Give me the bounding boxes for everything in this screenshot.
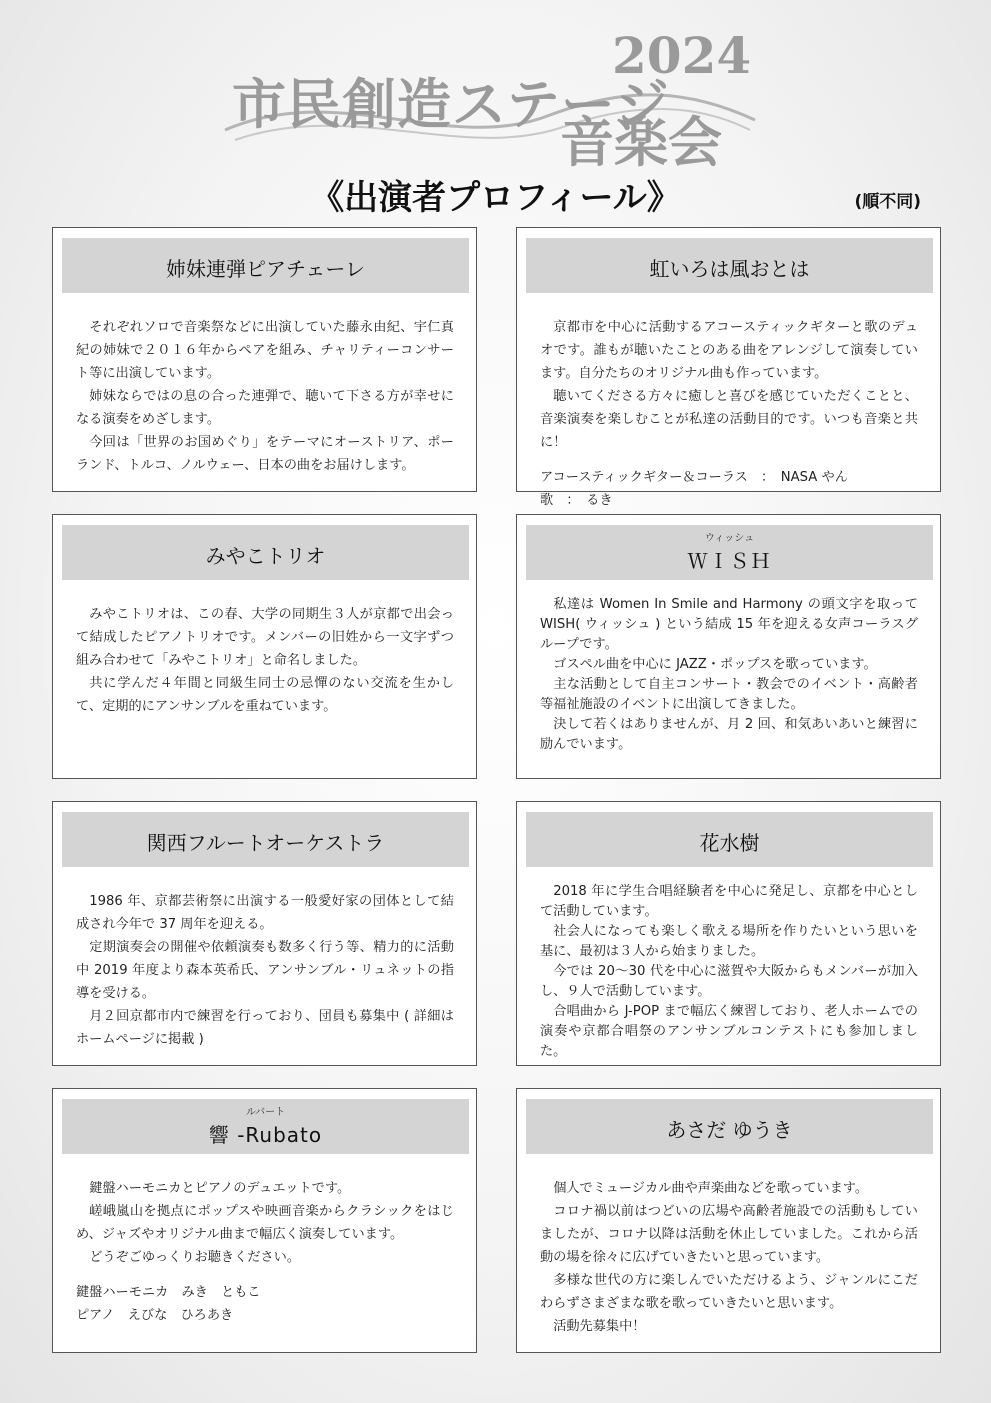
performer-name: ＷＩＳＨ bbox=[687, 549, 772, 573]
performer-name: みやこトリオ bbox=[205, 544, 326, 568]
description-paragraph: 決して若くはありませんが、月 2 回、和気あいあいと練習に励んでいます。 bbox=[540, 717, 918, 752]
performer-name: 虹いろは風おとは bbox=[649, 257, 810, 281]
performer-description bbox=[76, 890, 454, 1051]
description-paragraph: 個人でミュージカル曲や声楽曲などを歌っています。 bbox=[553, 1181, 869, 1196]
member-credit: 歌 ： るき bbox=[540, 493, 613, 508]
performer-card bbox=[52, 514, 477, 779]
performer-name-bar bbox=[526, 1099, 933, 1154]
performer-name-bar bbox=[62, 525, 469, 580]
performer-name: 響 -Rubato bbox=[208, 1123, 323, 1147]
performer-name-bar bbox=[526, 812, 933, 867]
performer-card bbox=[516, 1088, 941, 1353]
description-paragraph: 共に学んだ４年間と同級生同士の忌憚のない交流を生かして、定期的にアンサンブルを重ねています。 bbox=[76, 676, 454, 714]
performer-name-bar bbox=[62, 812, 469, 867]
description-paragraph: 私達は Women In Smile and Harmony の頭文字を取って WISH( ウィッシュ ) という結成 15 年を迎える女声コーラスグループです。 bbox=[540, 597, 918, 652]
event-year: 2024 bbox=[612, 26, 752, 85]
performer-description bbox=[540, 1177, 918, 1338]
description-paragraph: 定期演奏会の開催や依頼演奏も数多く行う等、精力的に活動中 2019 年度より森本英希氏、アンサンブル・リュネットの指導を受ける。 bbox=[76, 940, 454, 1001]
description-paragraph: 今では 20～30 代を中心に滋賀や大阪からもメンバーが加入し、９人で活動しています。 bbox=[540, 964, 918, 999]
performer-card bbox=[516, 227, 941, 508]
performer-name: あさだ ゆうき bbox=[666, 1118, 793, 1142]
performer-card bbox=[52, 227, 477, 492]
performer-description bbox=[76, 603, 454, 718]
description-paragraph: どうぞごゆっくりお聴きください。 bbox=[89, 1250, 301, 1265]
spacer bbox=[76, 1269, 454, 1281]
description-paragraph: 月２回京都市内で練習を行っており、団員も募集中 ( 詳細はホームページに掲載 ) bbox=[76, 1009, 454, 1047]
performer-name-bar bbox=[62, 1099, 469, 1154]
description-paragraph: それぞれソロで音楽祭などに出演していた藤永由紀、宇仁真紀の姉妹で２０１６年からペアを組み、チャリティーコンサート等に出演しています。 bbox=[76, 320, 454, 381]
event-subtitle: 音楽会 bbox=[560, 110, 722, 174]
description-paragraph: 1986 年、京都芸術祭に出演する一般愛好家の団体として結成され今年で 37 周年を迎える。 bbox=[76, 894, 454, 932]
performer-name-reading: ルバート bbox=[245, 1107, 286, 1118]
description-paragraph: 聴いてくださる方々に癒しと喜びを感じていただくことと、音楽演奏を楽しむことが私達の活動目的です。いつも音楽と共に！ bbox=[540, 389, 918, 450]
header bbox=[0, 0, 991, 174]
order-note: (順不同) bbox=[854, 192, 921, 212]
performer-description bbox=[76, 316, 454, 477]
description-paragraph: 2018 年に学生合唱経験者を中心に発足し、京都を中心として活動しています。 bbox=[540, 884, 918, 919]
description-paragraph: 主な活動として自主コンサート・教会でのイベント・高齢者等福祉施設のイベントに出演してきました。 bbox=[540, 677, 918, 712]
description-paragraph: 姉妹ならではの息の合った連弾で、聴いて下さる方が幸せになる演奏をめざします。 bbox=[76, 389, 454, 427]
member-credit: ピアノ えびな ひろあき bbox=[76, 1308, 234, 1323]
description-paragraph: 活動先募集中！ bbox=[553, 1319, 646, 1334]
member-credit: アコースティックギター＆コーラス ： NASA やん bbox=[540, 470, 848, 485]
performer-description bbox=[540, 595, 918, 755]
description-paragraph: 鍵盤ハーモニカとピアノのデュエットです。 bbox=[89, 1181, 351, 1196]
performer-name: 花水樹 bbox=[699, 831, 760, 855]
description-paragraph: みやこトリオは、この春、大学の同期生３人が京都で出会って結成したピアノトリオです。メンバーの旧姓から一文字ずつ組み合わせて「みやこトリオ」と命名しました。 bbox=[76, 607, 454, 668]
description-paragraph: コロナ禍以前はつどいの広場や高齢者施設での活動もしていましたが、コロナ以降は活動を休止していました。これから活動の場を徐々に広げていきたいと思っています。 bbox=[540, 1204, 918, 1265]
description-paragraph: 社会人になっても楽しく歌える場所を作りたいという思いを基に、最初は３人から始まりました。 bbox=[540, 924, 918, 959]
performer-name: 姉妹連弾ピアチェーレ bbox=[166, 257, 365, 281]
performer-name: 関西フルートオーケストラ bbox=[146, 831, 385, 855]
performer-card bbox=[516, 514, 941, 779]
performer-card bbox=[52, 1088, 477, 1353]
performer-description bbox=[540, 316, 918, 512]
performer-card bbox=[516, 801, 941, 1066]
performer-name-bar bbox=[526, 525, 933, 580]
section-title: 《出演者プロフィール》 bbox=[310, 178, 681, 218]
description-paragraph: 合唱曲から J-POP まで幅広く練習しており、老人ホームでの演奏や京都合唱祭のアンサンブルコンテストにも参加しました。 bbox=[540, 1004, 918, 1059]
member-credit: 鍵盤ハーモニカ みき ともこ bbox=[76, 1285, 261, 1300]
description-paragraph: 多様な世代の方に楽しんでいただけるよう、ジャンルにこだわらずさまざまな歌を歌っていきたいと思います。 bbox=[540, 1273, 918, 1311]
description-paragraph: 嵯峨嵐山を拠点にポップスや映画音楽からクラシックをはじめ、ジャズやオリジナル曲まで幅広く演奏しています。 bbox=[76, 1204, 454, 1242]
description-paragraph: ゴスペル曲を中心に JAZZ・ポップスを歌っています。 bbox=[553, 657, 877, 672]
description-paragraph: 今回は「世界のお国めぐり」をテーマにオーストリア、ポーランド、トルコ、ノルウェー、日本の曲をお届けします。 bbox=[76, 435, 454, 473]
description-paragraph: 京都市を中心に活動するアコースティックギターと歌のデュオです。誰もが聴いたことのある曲をアレンジして演奏しています。自分たちのオリジナル曲も作っています。 bbox=[540, 320, 918, 381]
event-title: 市民創造ステージ bbox=[232, 72, 670, 136]
performer-name-bar bbox=[62, 238, 469, 293]
performer-card bbox=[52, 801, 477, 1066]
performer-name-reading: ウィッシュ bbox=[704, 533, 755, 544]
performer-description bbox=[540, 882, 918, 1062]
performer-name-bar bbox=[526, 238, 933, 293]
spacer bbox=[540, 454, 918, 466]
performer-description bbox=[76, 1177, 454, 1327]
